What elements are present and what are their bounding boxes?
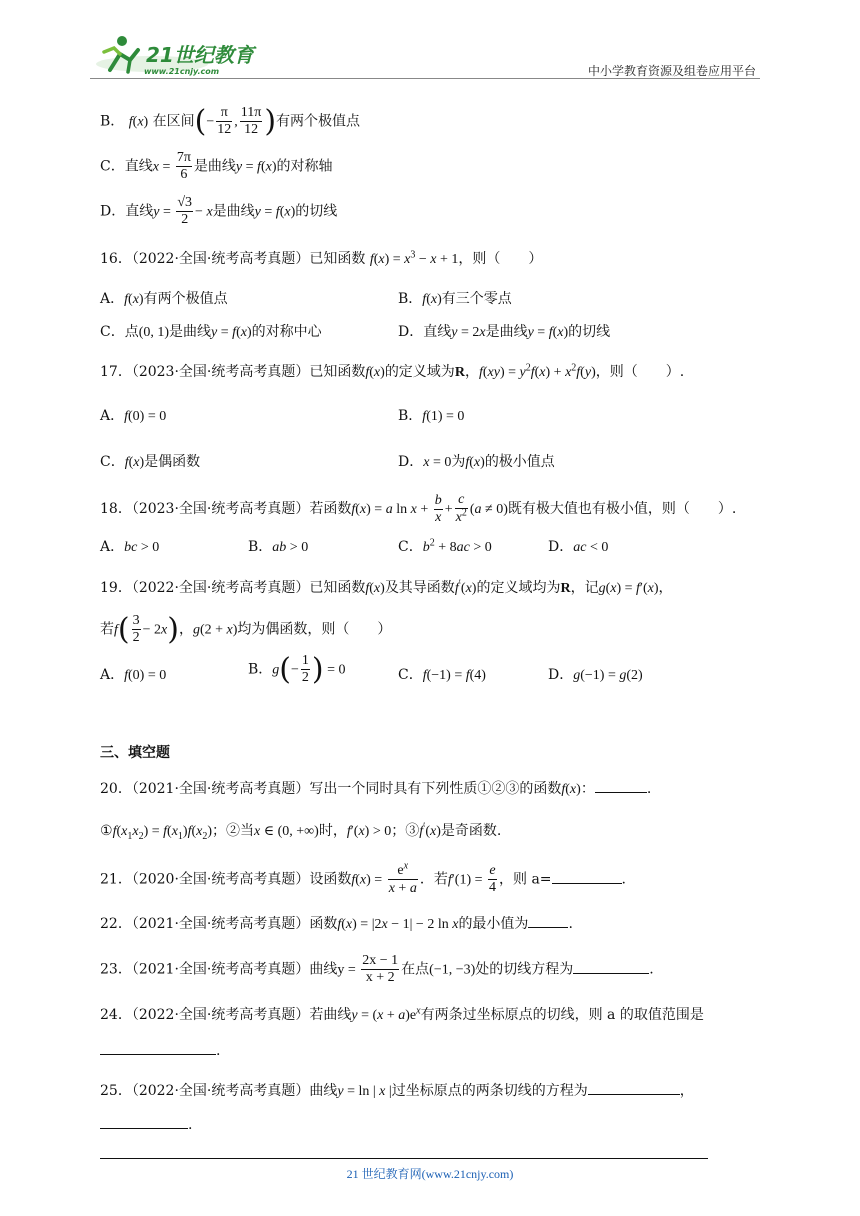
section-title-fill-in: 三、填空题 [100, 745, 170, 761]
footer-divider [100, 1158, 708, 1159]
q17-stem: 17．（2023·全国·统考高考真题）已知函数f(x)的定义域为R，$f(xy) = y^2f(x) + x^2f(y)$，则（ ）. [100, 362, 685, 380]
q18-option-d: D．ac < 0 [548, 539, 609, 555]
answer-blank[interactable] [528, 913, 568, 928]
q19-line2: 若f( $\frac{3}{2}$ − 2x)，g(2 + x)均为偶函数，则（ ） [100, 612, 392, 647]
q22-stem: 22．（2021·全国·统考高考真题）函数f(x) = |2x − 1| − 2 ln x的最小值为 . [100, 913, 573, 933]
answer-blank[interactable] [100, 1114, 188, 1129]
q16-option-c: C．点(0, 1)是曲线y = f(x)的对称中心 [100, 324, 322, 340]
q19-option-c: C．f(−1) = f(4) [398, 667, 486, 683]
q19-option-d: D．g(−1) = g(2) [548, 667, 643, 683]
q20-stem: 20．（2021·全国·统考高考真题）写出一个同时具有下列性质①②③的函数f(x)： . [100, 778, 651, 798]
answer-blank[interactable] [100, 1040, 216, 1055]
q16-option-d: D．直线y = 2x是曲线y = f(x)的切线 [398, 324, 611, 340]
q23-stem: 23．（2021·全国·统考高考真题）曲线y = $\frac{2x - 1}{x + 2}$ 在点(−1, −3)处的切线方程为 . [100, 953, 654, 986]
option-label: B． [100, 113, 125, 130]
q18-option-b: B．ab > 0 [248, 539, 309, 555]
site-logo [90, 30, 265, 80]
q15-option-d: D．直线y = $\frac{√3}{2}$ − x是曲线y = f(x)的切线 [100, 195, 338, 228]
q19-stem: 19．（2022·全国·统考高考真题）已知函数f(x)及其导函数f′(x)的定义域均为R，记g(x) = f′(x)， [100, 578, 673, 596]
answer-blank[interactable] [573, 959, 649, 974]
header-divider [90, 78, 760, 79]
q16-stem: 16．（2022·全国·统考高考真题）已知函数 $f(x) = x^3 - x + 1$，则（ ） [100, 249, 543, 267]
answer-blank[interactable] [552, 869, 622, 884]
footer-link[interactable]: 21 世纪教育网(www.21cnjy.com) [346, 1167, 514, 1181]
q16-option-b: B．f(x)有三个零点 [398, 291, 512, 307]
q21-stem: 21．（2020·全国·统考高考真题）设函数f(x) = $\frac{e^x}{x + a}$ ．若f′(1) = $\frac{e}{4}$ ，则 a= . [100, 860, 626, 897]
q20-properties: $①f(x_1x_2) = f(x_1)f(x_2)$；②当x ∈ (0, +∞)时，f′(x) > 0；③f′(x)是奇函数. [100, 821, 502, 842]
q19-option-a: A．f(0) = 0 [100, 667, 167, 683]
q17-option-d: D．x = 0为f(x)的极小值点 [398, 454, 555, 470]
logo-text: 21世纪教育 [146, 43, 254, 67]
q18-options: A．bc > 0 [100, 539, 160, 555]
q17-option-b: B．f(1) = 0 [398, 408, 465, 424]
q25-answer-line: . [100, 1114, 192, 1133]
q16-option-a: A．f(x)有两个极值点 [100, 291, 228, 307]
page-header [90, 30, 760, 80]
q24-stem: 24．（2022·全国·统考高考真题）若曲线$y = (x + a)e^x$有两条过坐标原点的切线，则 a 的取值范围是 [100, 1005, 704, 1023]
q25-stem: 25．（2022·全国·统考高考真题）曲线y = ln | x |过坐标原点的两条切线的方程为 ， [100, 1080, 694, 1100]
q15-option-c: C．直线x = $\frac{7\pi}{6}$ 是曲线y = f(x)的对称轴 [100, 150, 333, 183]
answer-blank[interactable] [588, 1080, 680, 1095]
q17-option-a: A．f(0) = 0 [100, 408, 167, 424]
q18-option-c: C．$b^2 + 8ac > 0$ [398, 537, 492, 555]
q19-option-b: B．g(− $\frac{1}{2}$ ) = 0 [248, 652, 346, 687]
answer-blank[interactable] [595, 778, 647, 793]
header-platform-text: 中小学教育资源及组卷应用平台 [587, 64, 756, 78]
q18-stem: 18．（2023·全国·统考高考真题）若函数f(x) = a ln x + $\frac{b}{x}$ + $\frac{c}{x^2}$ (a ≠ 0)既有极大值也有极小值，则（ ）. [100, 492, 737, 526]
q17-option-c: C．f(x)是偶函数 [100, 454, 201, 470]
q15-option-b: B． f(x) 在区间(− $\frac{\pi}{12}$ , $\frac{11\pi}{12}$ )有两个极值点 [100, 104, 361, 139]
logo-url-text: www.21cnjy.com [144, 67, 220, 76]
q24-answer-line: . [100, 1040, 220, 1059]
